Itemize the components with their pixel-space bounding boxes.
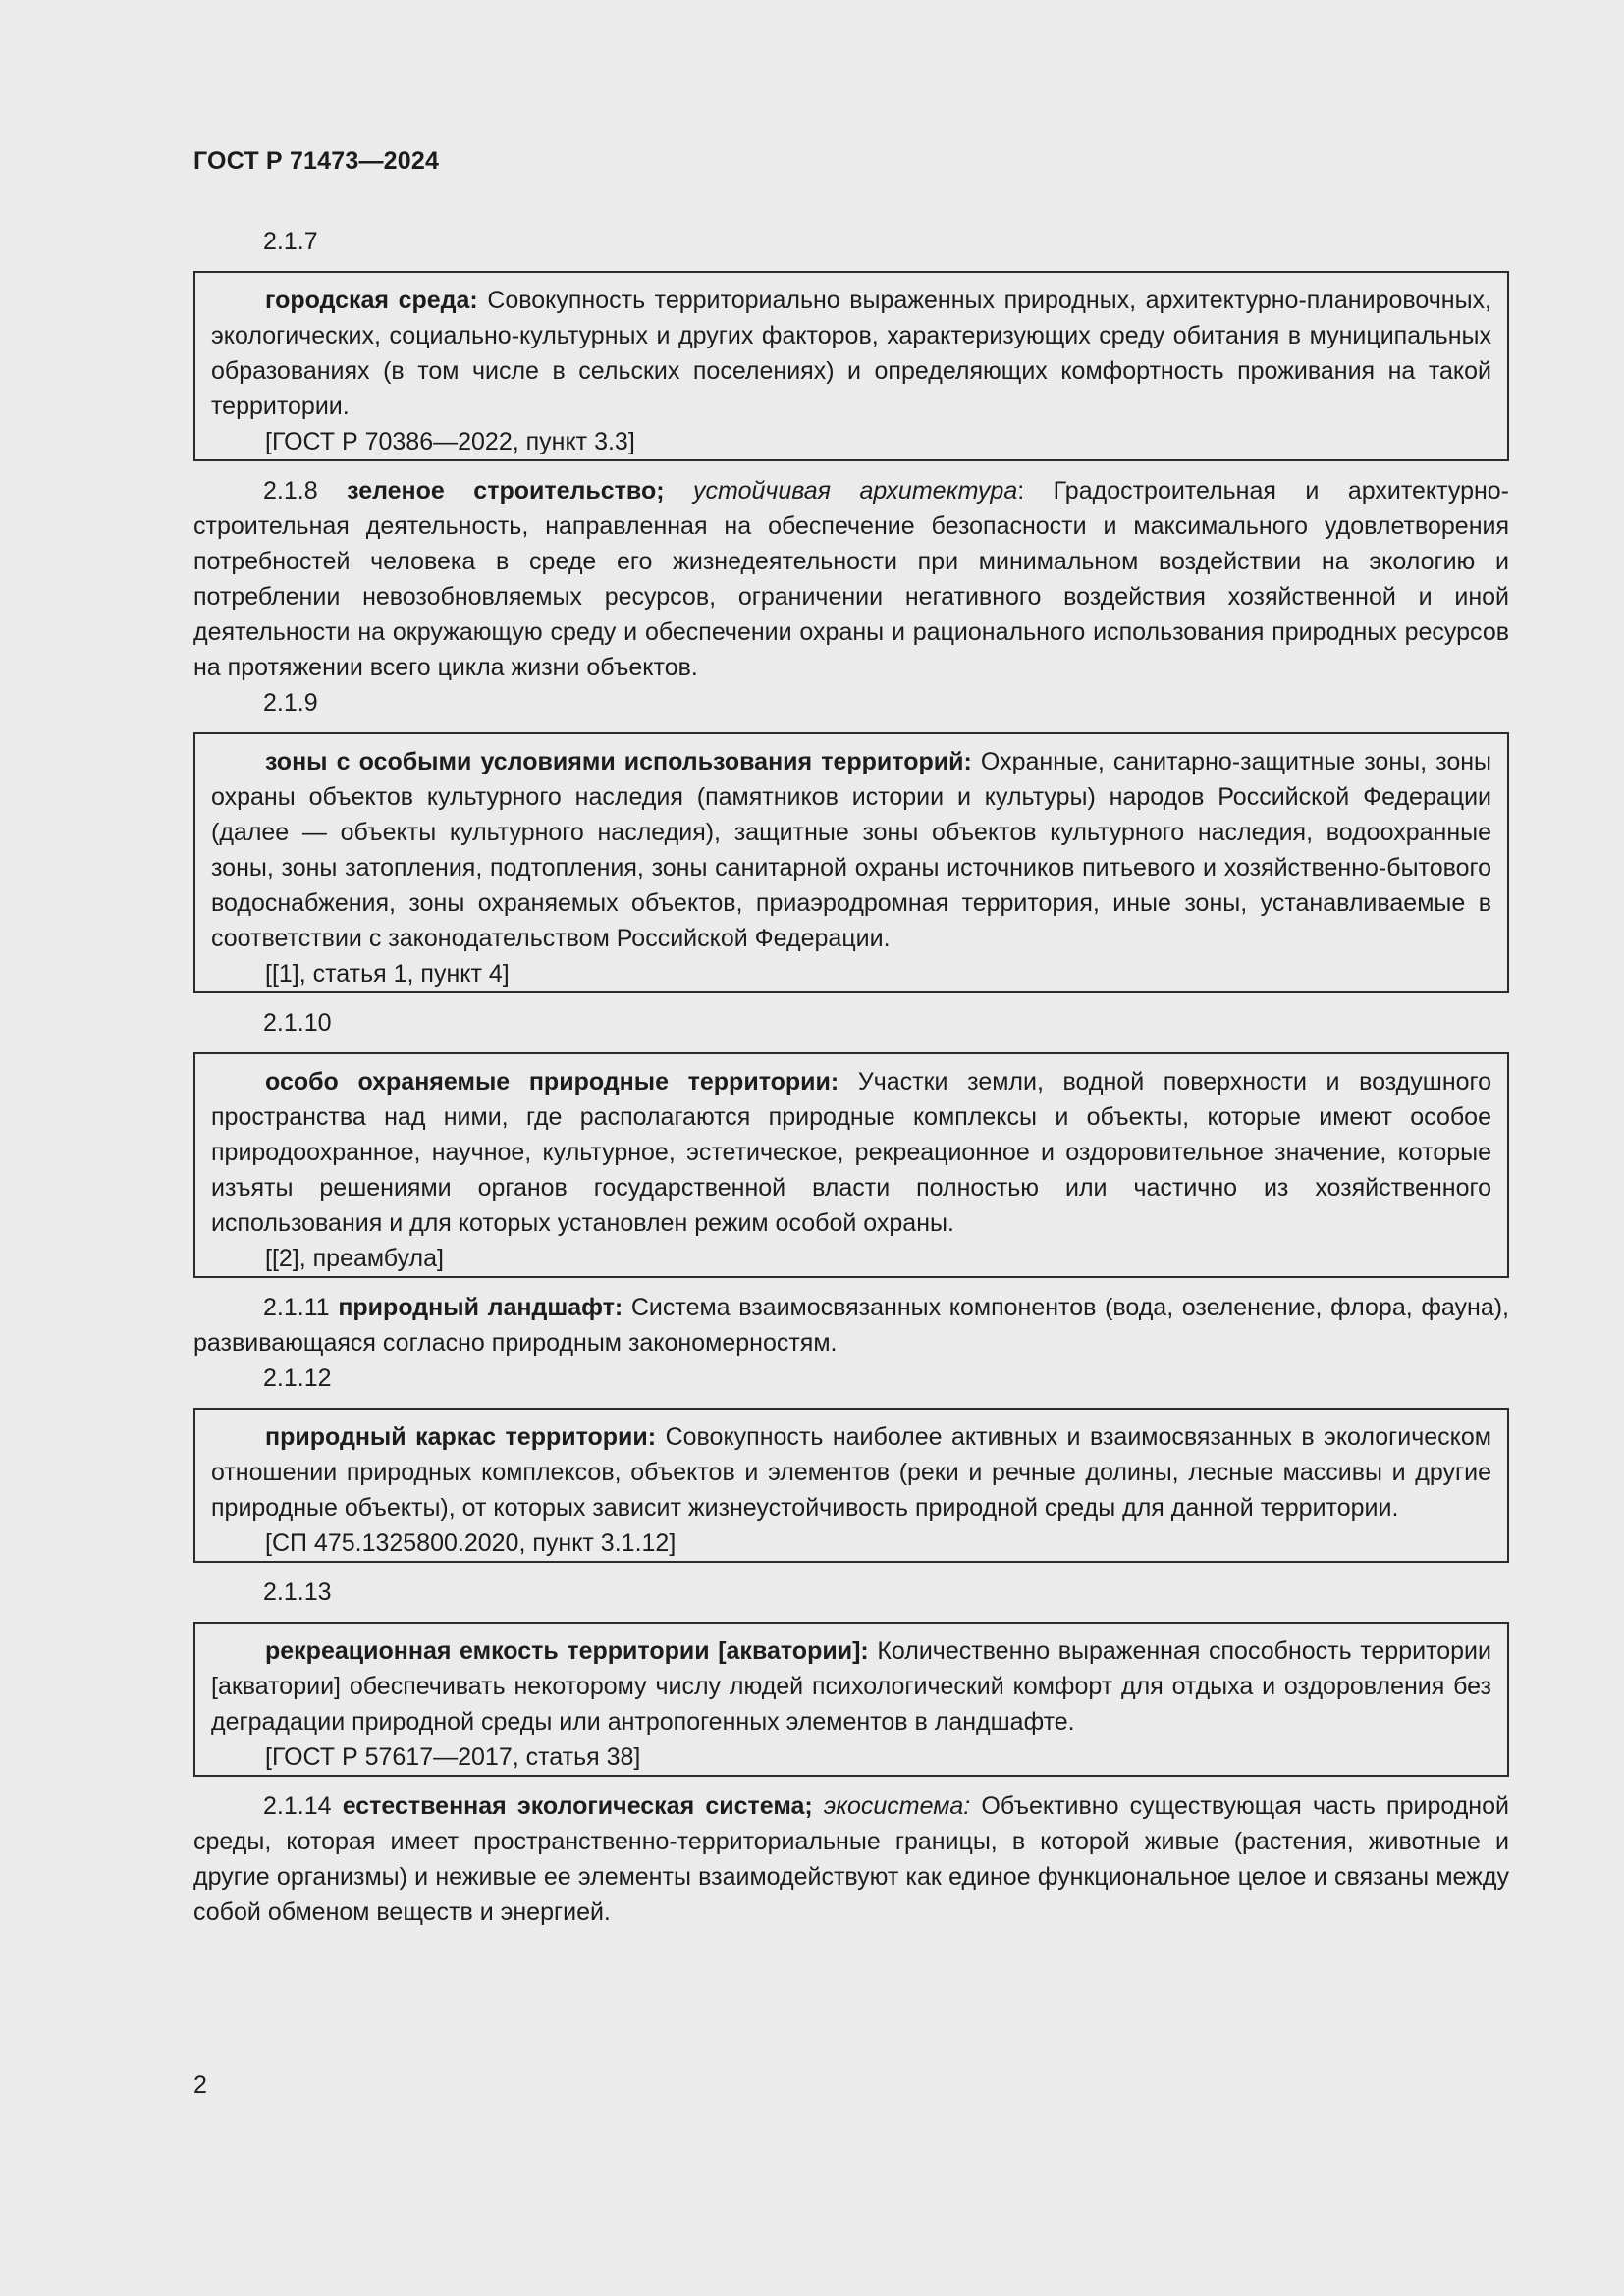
clause-number-2-1-9: 2.1.9 <box>263 689 318 717</box>
definition-text: Количественно выраженная способность территории [акватории] обеспечивать некоторому числу людей психологический комфорт для отдыха и оздоровления без деградации природной среды или антропогенных элементов в ландшафте. <box>211 1637 1491 1735</box>
term-box-2-1-12 <box>193 1408 1509 1563</box>
term-source: [ГОСТ Р 57617—2017, статья 38] <box>265 1743 641 1771</box>
term-definition <box>211 283 1491 424</box>
clause-number: 2.1.11 <box>263 1294 330 1321</box>
definition-text: Участки земли, водной поверхности и воздушного пространства над ними, где располагаются природные комплексы и объекты, которые имеют особое природоохранное, научное, культурное, эстетическое, рекреационное и оздоровительное значение, которые изъяты решениями органов государственной власти полностью или частично из хозяйственного использования и для которых установлен режим особой охраны. <box>211 1068 1491 1237</box>
definition-text: Градостроительная и архитектурно-строительная деятельность, направленная на обеспечение безопасности и максимального удовлетворения потребностей человека в среде его жизнедеятельности при минимальном воздействии на экологию и потреблении невозобновляемых ресурсов, ограничении негативного воздействия хозяйственной и иной деятельности на окружающую среду и обеспечении охраны и рационального использования природных ресурсов на протяжении всего цикла жизни объектов. <box>193 477 1510 681</box>
term-source: [ГОСТ Р 70386—2022, пункт 3.3] <box>265 428 635 455</box>
definition-text: Совокупность наиболее активных и взаимосвязанных в экологическом отношении природных комплексов, объектов и элементов (реки и речные долины, лесные массивы и другие природные объекты), от которых зависит жизнеустойчивость природной среды для данной территории. <box>211 1423 1491 1522</box>
clause-number-2-1-13: 2.1.13 <box>263 1578 332 1606</box>
clause-number-2-1-7: 2.1.7 <box>263 228 318 255</box>
term-definition <box>211 1419 1491 1525</box>
clause-number-2-1-12: 2.1.12 <box>263 1364 332 1392</box>
term-name: природный ландшафт: <box>338 1294 623 1321</box>
clause-number: 2.1.8 <box>263 477 318 505</box>
clause-number: 2.1.14 <box>263 1792 332 1820</box>
term-source: [[2], преамбула] <box>265 1245 444 1272</box>
term-definition <box>211 1064 1491 1241</box>
definition-text: Объективно существующая часть природной среды, которая имеет пространственно-территориальные границы, в которой живые (растения, животные и другие организмы) и неживые ее элементы взаимодействуют как единое функциональное целое и связаны между собой обменом веществ и энергией. <box>193 1792 1509 1926</box>
term-box-2-1-10 <box>193 1052 1509 1278</box>
term-name: особо охраняемые природные территории: <box>265 1068 839 1095</box>
clause-2-1-14 <box>193 1789 1509 1930</box>
term-definition <box>211 1633 1491 1739</box>
clause-number-2-1-10: 2.1.10 <box>263 1009 332 1037</box>
definition-text: Охранные, санитарно-защитные зоны, зоны охраны объектов культурного наследия (памятников истории и культуры) народов Российской Федерации (далее — объекты культурного наследия), защитные зоны объектов культурного наследия, водоохранные зоны, зоны затопления, подтопления, зоны санитарной охраны источников питьевого и хозяйственно-бытового водоснабжения, зоны охраняемых объектов, приаэродромная территория, иные зоны, устанавливаемые в соответствии с законодательством Российской Федерации. <box>211 748 1492 952</box>
page-number: 2 <box>193 2071 207 2099</box>
clause-2-1-11 <box>193 1290 1509 1361</box>
term-name: рекреационная емкость территории [акватории]: <box>265 1637 869 1665</box>
term-box-2-1-13 <box>193 1622 1509 1777</box>
term-name: природный каркас территории: <box>265 1423 657 1451</box>
term-name: зоны с особыми условиями использования территорий: <box>265 748 972 775</box>
term-name: естественная экологическая система; <box>342 1792 813 1820</box>
term-source: [СП 475.1325800.2020, пункт 3.1.12] <box>265 1529 677 1557</box>
term-source: [[1], статья 1, пункт 4] <box>265 960 510 988</box>
definition-text: Система взаимосвязанных компонентов (вода, озеленение, флора, фауна), развивающаяся согласно природным закономерностям. <box>193 1294 1509 1357</box>
term-box-2-1-9 <box>193 732 1509 993</box>
document-header: ГОСТ Р 71473—2024 <box>193 147 440 175</box>
clause-2-1-8: 2.1.8 зеленое строительство; устойчивая архитектура: Градостроительная и архитектурно-строительная деятельность, направленная на обеспечение безопасности и максимального удовлетворения потребностей человека в среде его жизнедеятельности при минимальном воздействии на экологию и потреблении невозобновляемых ресурсов, ограничении негативного воздействия хозяйственной и иной деятельности на окружающую среду и обеспечении охраны и рационального использования природных ресурсов на протяжении всего цикла жизни объектов. <box>193 477 1510 681</box>
term-box-2-1-7 <box>193 271 1509 461</box>
document-body <box>193 224 1509 1930</box>
term-synonym: экосистема: <box>823 1792 971 1820</box>
term-synonym: устойчивая архитектура <box>693 477 1018 505</box>
term-definition <box>211 744 1491 956</box>
term-name: зеленое строительство; <box>347 477 665 505</box>
definition-text: Совокупность территориально выраженных природных, архитектурно-планировочных, экологических, социально-культурных и других факторов, характеризующих среду обитания в муниципальных образованиях (в том числе в сельских поселениях) и определяющих комфортность проживания на такой территории. <box>211 287 1491 420</box>
term-name: городская среда: <box>265 287 478 314</box>
